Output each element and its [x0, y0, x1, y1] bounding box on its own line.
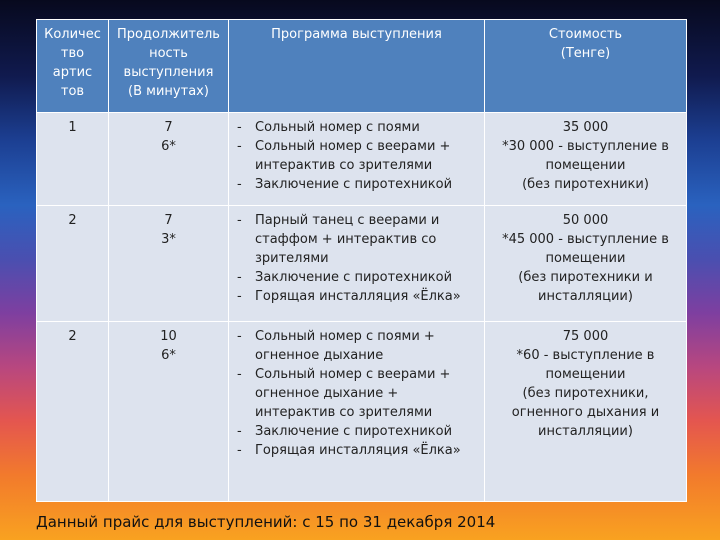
program-item: - Сольный номер с веерами + огненное дыхание + интерактив со зрителями — [237, 367, 451, 420]
cell-duration: 10 6* — [109, 322, 229, 502]
program-item: - Заключение с пиротехникой — [237, 424, 453, 439]
header-price: Стоимость (Тенге) — [485, 20, 687, 113]
cell-program — [229, 206, 485, 322]
cell-duration: 7 6* — [109, 113, 229, 206]
header-row — [37, 20, 687, 113]
program-item: - Горящая инсталляция «Ёлка» — [237, 443, 461, 458]
header-artists-count: Количес тво артис тов — [37, 20, 109, 113]
footer-note: Данный прайс для выступлений: с 15 по 31 декабря 2014 — [36, 513, 496, 531]
cell-artists-count: 2 — [37, 206, 109, 322]
table-row — [37, 322, 687, 502]
program-list — [233, 118, 478, 194]
table-row — [37, 206, 687, 322]
header-program: Программа выступления — [229, 20, 485, 113]
cell-artists-count: 2 — [37, 322, 109, 502]
program-item: - Парный танец с веерами и стаффом + интерактив со зрителями — [237, 213, 440, 266]
program-list — [233, 327, 478, 460]
price-table — [36, 19, 687, 502]
cell-duration: 7 3* — [109, 206, 229, 322]
cell-price: 75 000 *60 - выступление в помещении (без пиротехники, огненного дыхания и инсталляции) — [485, 322, 687, 502]
program-item: - Сольный номер с поями — [237, 120, 420, 135]
cell-price: 50 000 *45 000 - выступление в помещении (без пиротехники и инсталляции) — [485, 206, 687, 322]
cell-price: 35 000 *30 000 - выступление в помещении (без пиротехники) — [485, 113, 687, 206]
program-item: - Заключение с пиротехникой — [237, 270, 453, 285]
program-item: - Сольный номер с поями + огненное дыхание — [237, 329, 435, 363]
cell-program — [229, 322, 485, 502]
cell-artists-count: 1 — [37, 113, 109, 206]
header-duration: Продолжитель ность выступления (В минутах) — [109, 20, 229, 113]
program-item: - Горящая инсталляция «Ёлка» — [237, 289, 461, 304]
program-item: - Заключение с пиротехникой — [237, 177, 453, 192]
program-item: - Сольный номер с веерами + интерактив со зрителями — [237, 139, 451, 173]
program-list — [233, 211, 478, 306]
table-row — [37, 113, 687, 206]
cell-program — [229, 113, 485, 206]
